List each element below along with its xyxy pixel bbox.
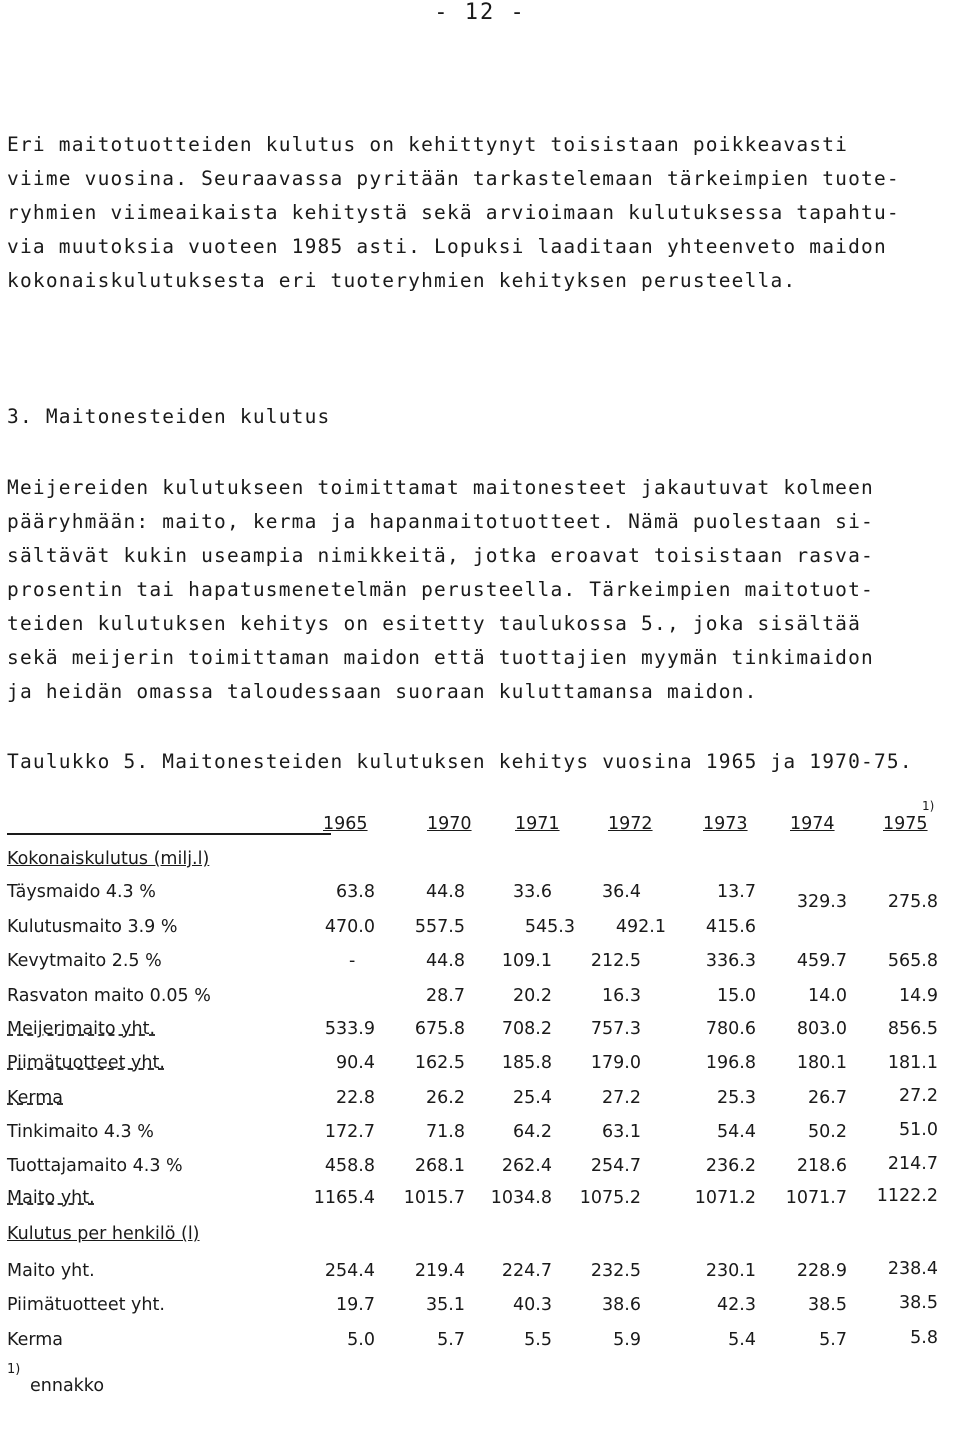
body-line: prosentin tai hapatusmenetelmän perusteella. Tärkeimpien maitotuot- <box>7 578 874 601</box>
table-cell: 50.2 <box>808 1122 847 1142</box>
table-cell: 1015.7 <box>403 1188 465 1208</box>
table-cell: 262.4 <box>501 1156 552 1176</box>
table-cell: 5.0 <box>347 1330 375 1350</box>
table-cell: 545.3 <box>524 917 575 937</box>
table-cell: 228.9 <box>796 1261 847 1281</box>
intro-line: kokonaiskulutuksesta eri tuoteryhmien kehityksen perusteella. <box>7 269 797 292</box>
table-cell: 26.2 <box>426 1088 465 1108</box>
footnote-mark: 1) <box>922 799 935 813</box>
table-cell: 708.2 <box>501 1019 552 1039</box>
year-header: 1974 <box>790 814 835 834</box>
intro-line: ryhmien viimeaikaista kehitystä sekä arvioimaan kulutuksessa tapahtu- <box>7 201 900 224</box>
table-cell: 16.3 <box>602 986 641 1006</box>
table-cell: 459.7 <box>796 951 847 971</box>
table-cell: 44.8 <box>426 951 465 971</box>
footnote-mark: 1) <box>7 1362 21 1377</box>
table-cell: 42.3 <box>717 1295 756 1315</box>
table-cell: 172.7 <box>324 1122 375 1142</box>
table-cell: 28.7 <box>426 986 465 1006</box>
row-label: Maito yht. <box>7 1261 95 1281</box>
body-line: pääryhmään: maito, kerma ja hapanmaitotuotteet. Nämä puolestaan si- <box>7 510 874 533</box>
table-cell: 25.4 <box>513 1088 552 1108</box>
table-cell: 236.2 <box>705 1156 756 1176</box>
table-cell: 19.7 <box>336 1295 375 1315</box>
table-cell: 803.0 <box>796 1019 847 1039</box>
table-cell: 1122.2 <box>876 1186 938 1206</box>
table-cell: 64.2 <box>513 1122 552 1142</box>
table-cell: 35.1 <box>426 1295 465 1315</box>
table-cell: 36.4 <box>602 882 641 902</box>
table-cell: 38.6 <box>602 1295 641 1315</box>
table-cell: 1165.4 <box>313 1188 375 1208</box>
intro-line: Eri maitotuotteiden kulutus on kehittynyt toisistaan poikkeavasti <box>7 133 849 156</box>
table-cell: 185.8 <box>501 1053 552 1073</box>
table-cell: 1071.7 <box>785 1188 847 1208</box>
section-label: Kokonaiskulutus (milj.l) <box>7 849 210 869</box>
table-cell: 20.2 <box>513 986 552 1006</box>
table-cell: 415.6 <box>705 917 756 937</box>
table-cell: 63.1 <box>602 1122 641 1142</box>
body-line: Meijereiden kulutukseen toimittamat maitonesteet jakautuvat kolmeen <box>7 476 874 499</box>
table-cell: 218.6 <box>796 1156 847 1176</box>
row-label: Maito yht. <box>7 1188 95 1208</box>
year-header: 1975 <box>883 814 928 834</box>
table-cell: 179.0 <box>590 1053 641 1073</box>
table-cell: 15.0 <box>717 986 756 1006</box>
body-line: sekä meijerin toimittaman maidon että tuottajien myymän tinkimaidon <box>7 646 874 669</box>
table-cell: 757.3 <box>590 1019 641 1039</box>
table-cell: 224.7 <box>501 1261 552 1281</box>
table-cell: 33.6 <box>513 882 552 902</box>
table-cell: 458.8 <box>324 1156 375 1176</box>
table-cell: 219.4 <box>414 1261 465 1281</box>
intro-line: viime vuosina. Seuraavassa pyritään tarkastelemaan tärkeimpien tuote- <box>7 167 900 190</box>
table-cell: 109.1 <box>501 951 552 971</box>
table-cell: 492.1 <box>615 917 666 937</box>
row-label: Tinkimaito 4.3 % <box>7 1122 154 1142</box>
table-cell: 214.7 <box>887 1154 938 1174</box>
year-header: 1971 <box>515 814 560 834</box>
table-cell: 13.7 <box>717 882 756 902</box>
table-cell: 1034.8 <box>490 1188 552 1208</box>
table-cell: 196.8 <box>705 1053 756 1073</box>
row-label: Tuottajamaito 4.3 % <box>7 1156 183 1176</box>
year-header: 1973 <box>703 814 748 834</box>
body-line: sältävät kukin useampia nimikkeitä, jotka eroavat toisistaan rasva- <box>7 544 874 567</box>
table-cell: 180.1 <box>796 1053 847 1073</box>
table-cell: 90.4 <box>336 1053 375 1073</box>
table-cell: 1071.2 <box>694 1188 756 1208</box>
table-cell: 780.6 <box>705 1019 756 1039</box>
table-cell: 27.2 <box>602 1088 641 1108</box>
table-cell: 25.3 <box>717 1088 756 1108</box>
table-cell: 275.8 <box>887 892 938 912</box>
table-cell: 22.8 <box>336 1088 375 1108</box>
table-cell: 254.7 <box>590 1156 641 1176</box>
table-cell: 181.1 <box>887 1053 938 1073</box>
table-cell: 212.5 <box>590 951 641 971</box>
row-label: Piimätuotteet yht. <box>7 1053 165 1073</box>
body-line: ja heidän omassa taloudessaan suoraan kuluttamansa maidon. <box>7 680 758 703</box>
table-cell: 533.9 <box>324 1019 375 1039</box>
table-cell: 254.4 <box>324 1261 375 1281</box>
body-line: teiden kulutuksen kehitys on esitetty taulukossa 5., joka sisältää <box>7 612 862 635</box>
row-label: Kevytmaito 2.5 % <box>7 951 162 971</box>
table-cell: 162.5 <box>414 1053 465 1073</box>
table-cell: 5.7 <box>819 1330 847 1350</box>
row-label: Rasvaton maito 0.05 % <box>7 986 211 1006</box>
table-cell: 54.4 <box>717 1122 756 1142</box>
table-cell: 63.8 <box>336 882 375 902</box>
row-label: Piimätuotteet yht. <box>7 1295 165 1315</box>
table-cell: 232.5 <box>590 1261 641 1281</box>
year-header: 1970 <box>427 814 472 834</box>
table-cell: 329.3 <box>796 892 847 912</box>
table-cell: 856.5 <box>887 1019 938 1039</box>
row-label: Kerma <box>7 1330 64 1350</box>
table-cell: 5.7 <box>437 1330 465 1350</box>
table-cell: 5.5 <box>524 1330 552 1350</box>
section-label: Kulutus per henkilö (l) <box>7 1224 200 1244</box>
table-cell: 5.8 <box>910 1328 938 1348</box>
table-cell: 1075.2 <box>579 1188 641 1208</box>
table-cell: 336.3 <box>705 951 756 971</box>
footnote-text: ennakko <box>30 1376 105 1396</box>
table-cell: 26.7 <box>808 1088 847 1108</box>
row-label: Meijerimaito yht. <box>7 1019 156 1039</box>
year-header: 1965 <box>323 814 368 834</box>
table-cell: 71.8 <box>426 1122 465 1142</box>
table-cell: 557.5 <box>414 917 465 937</box>
table-cell: 27.2 <box>899 1086 938 1106</box>
table-cell: 5.4 <box>728 1330 756 1350</box>
table-cell: 565.8 <box>887 951 938 971</box>
table-cell: 675.8 <box>414 1019 465 1039</box>
table-cell: 5.9 <box>613 1330 641 1350</box>
year-header: 1972 <box>608 814 653 834</box>
table-cell: 44.8 <box>426 882 465 902</box>
table-cell: 38.5 <box>808 1295 847 1315</box>
table-cell: 14.9 <box>899 986 938 1006</box>
row-label: Kulutusmaito 3.9 % <box>7 917 178 937</box>
intro-line: via muutoksia vuoteen 1985 asti. Lopuksi laaditaan yhteenveto maidon <box>7 235 887 258</box>
table-cell: 230.1 <box>705 1261 756 1281</box>
row-label: Kerma <box>7 1088 64 1108</box>
table-cell: 38.5 <box>899 1293 938 1313</box>
table-cell: 14.0 <box>808 986 847 1006</box>
section-heading: 3. Maitonesteiden kulutus <box>7 405 331 428</box>
table-cell: 470.0 <box>324 917 375 937</box>
table-caption: Taulukko 5. Maitonesteiden kulutuksen kehitys vuosina 1965 ja 1970-75. <box>7 750 913 773</box>
table-cell: 40.3 <box>513 1295 552 1315</box>
row-label: Täysmaido 4.3 % <box>7 882 156 902</box>
table-cell: 238.4 <box>887 1259 938 1279</box>
table-cell: 268.1 <box>414 1156 465 1176</box>
page-number: - 12 - <box>434 0 526 25</box>
table-cell: 51.0 <box>899 1120 938 1140</box>
table-rule <box>7 833 331 835</box>
table-cell: - <box>349 951 356 971</box>
